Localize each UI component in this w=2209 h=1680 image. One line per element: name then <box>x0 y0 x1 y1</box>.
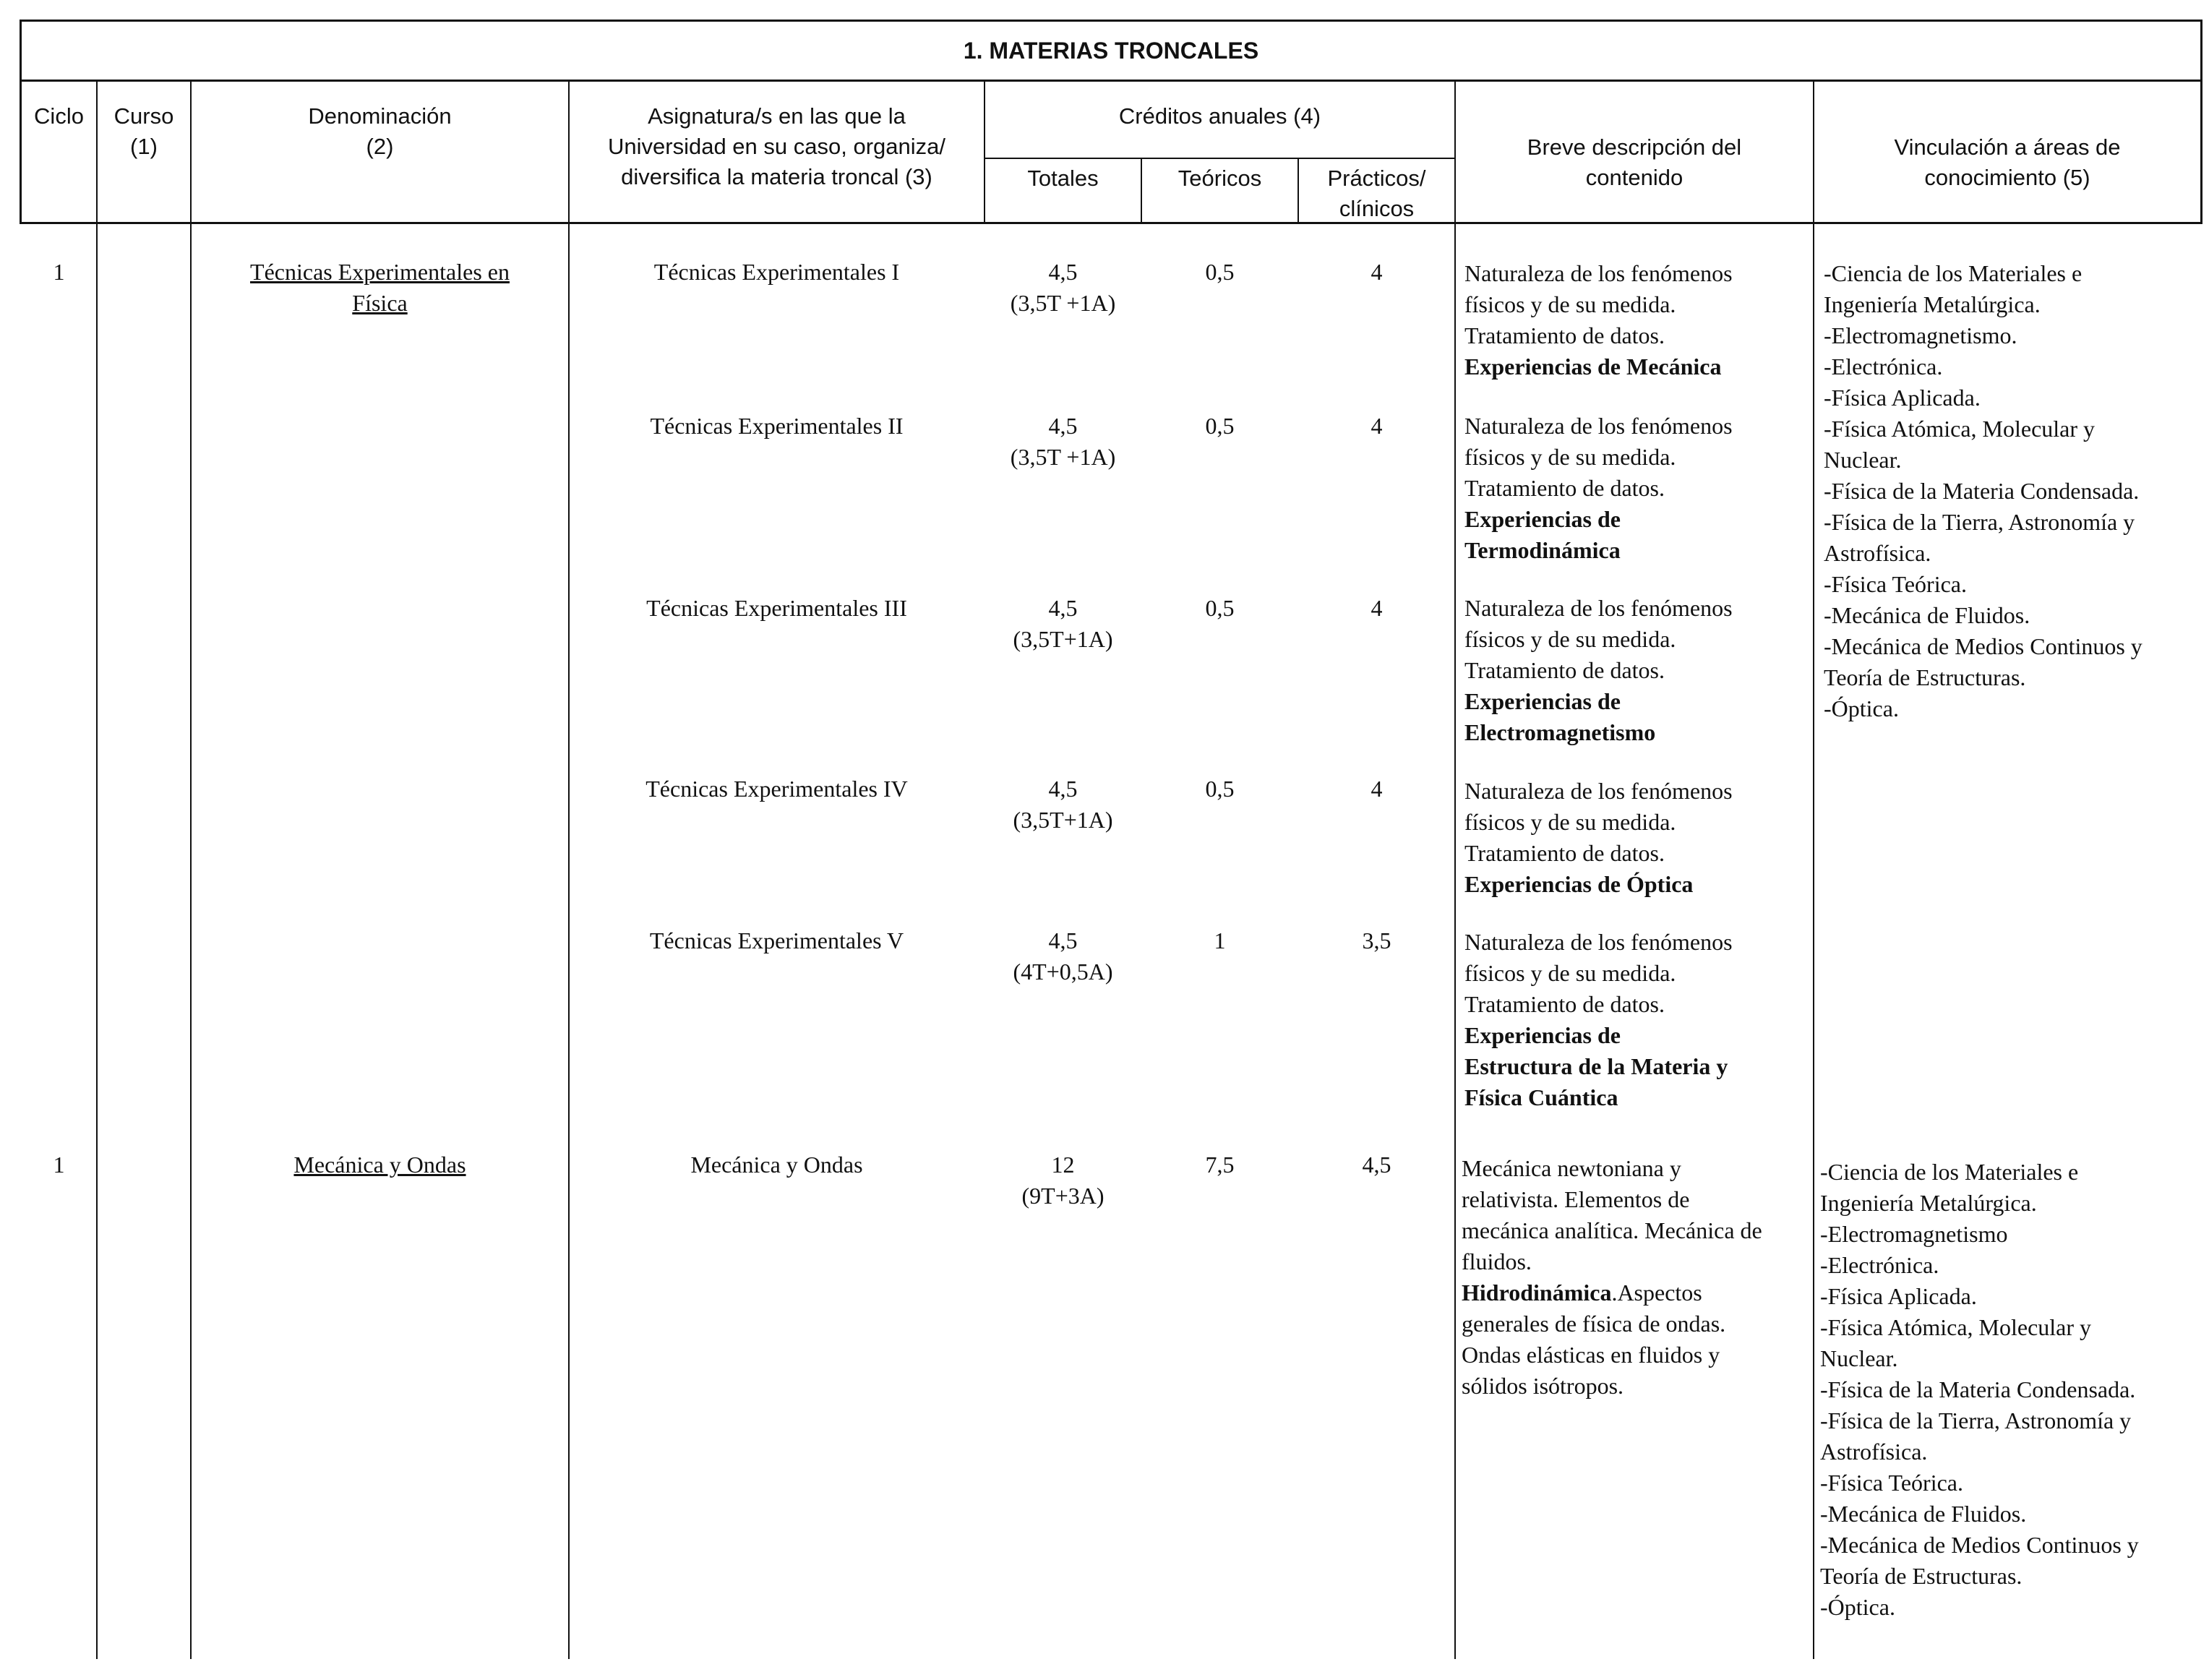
materia-1-vinc-0: -Ciencia de los Materiales e <box>1820 1159 2079 1185</box>
asignatura-1-totales-value: 4,5 <box>1048 413 1078 439</box>
materia-0-vinc-14: -Óptica. <box>1824 695 1899 721</box>
asignatura-3-totales <box>985 773 1141 836</box>
materia-0-vinculacion <box>1824 258 2200 724</box>
asignatura-4-desc <box>1464 927 1811 1113</box>
materia-1-desc-l6: generales de física de ondas. <box>1462 1311 1726 1337</box>
asignatura-0-teoricos: 0,5 <box>1205 259 1235 285</box>
header-asignatura-l1: Asignatura/s en las que la <box>648 103 906 129</box>
asignatura-2-desc <box>1464 593 1811 748</box>
asignatura-2-desc-bold-l1: Experiencias de <box>1464 688 1621 714</box>
table-title: 1. MATERIAS TRONCALES <box>963 37 1259 64</box>
materia-1-desc-l5-rest: .Aspectos <box>1611 1280 1702 1306</box>
asignatura-3-desc <box>1464 776 1811 900</box>
materia-0-vinc-0: -Ciencia de los Materiales e <box>1824 260 2083 286</box>
asignatura-4-desc-l3: Tratamiento de datos. <box>1464 991 1665 1017</box>
asignatura-2-teoricos: 0,5 <box>1205 595 1235 621</box>
materia-1-desc-l2: relativista. Elementos de <box>1462 1186 1690 1212</box>
asignatura-2-totales-value: 4,5 <box>1048 595 1078 621</box>
materia-0-denominacion-l1: Técnicas Experimentales en <box>250 259 510 285</box>
materia-1-ciclo: 1 <box>53 1152 65 1178</box>
header-denominacion <box>192 101 568 162</box>
asignatura-2-desc-l2: físicos y de su medida. <box>1464 626 1676 652</box>
materia-1-vinc-2: -Electromagnetismo <box>1820 1221 2008 1247</box>
materia-1-desc-l8: sólidos isótropos. <box>1462 1373 1624 1399</box>
asignatura-3-nombre: Técnicas Experimentales IV <box>645 776 908 802</box>
materia-1-desc <box>1462 1153 1811 1402</box>
asignatura-1-desc <box>1464 411 1811 566</box>
header-vinculacion-l1: Vinculación a áreas de <box>1894 134 2121 160</box>
materia-1-vinc-13: Teoría de Estructuras. <box>1820 1563 2023 1589</box>
header-denominacion-note: (2) <box>366 134 394 159</box>
asignatura-1-desc-bold-l2: Termodinámica <box>1464 537 1621 563</box>
asignatura-2-nombre: Técnicas Experimentales III <box>646 595 907 621</box>
header-asignatura-l3: diversifica la materia troncal (3) <box>621 164 932 189</box>
asignatura-0-practicos: 4 <box>1371 259 1383 285</box>
header-practicos <box>1299 163 1454 224</box>
materia-1-practicos: 4,5 <box>1362 1152 1391 1178</box>
materia-1-desc-l3: mecánica analítica. Mecánica de <box>1462 1217 1762 1243</box>
materia-0-vinc-10: -Física Teórica. <box>1824 571 1967 597</box>
header-asignatura <box>570 101 984 192</box>
materia-0-vinc-8: -Física de la Tierra, Astronomía y <box>1824 509 2135 535</box>
materia-0-vinc-3: -Electrónica. <box>1824 353 1943 380</box>
materia-1-desc-l1: Mecánica newtoniana y <box>1462 1155 1681 1181</box>
materia-1-vinculacion <box>1820 1157 2200 1623</box>
asignatura-4-totales <box>985 925 1141 987</box>
header-teoricos <box>1142 163 1297 194</box>
asignatura-0-desc-l2: físicos y de su medida. <box>1464 291 1676 317</box>
materia-0-vinc-12: -Mecánica de Medios Continuos y <box>1824 633 2142 659</box>
asignatura-0-desc <box>1464 258 1811 382</box>
materia-1-vinc-7: -Física de la Materia Condensada. <box>1820 1376 2136 1402</box>
materia-0-vinc-11: -Mecánica de Fluidos. <box>1824 602 2030 628</box>
asignatura-0-desc-l3: Tratamiento de datos. <box>1464 322 1665 348</box>
materia-1-totales-value: 12 <box>1051 1152 1075 1178</box>
header-breve <box>1456 132 1813 193</box>
materia-0-denominacion-l2: Física <box>352 290 408 316</box>
header-totales <box>985 163 1141 194</box>
asignatura-3-desc-l1: Naturaleza de los fenómenos <box>1464 778 1733 804</box>
asignatura-1-desc-l1: Naturaleza de los fenómenos <box>1464 413 1733 439</box>
rule-title-bottom <box>20 80 2202 82</box>
materia-1-desc-l7: Ondas elásticas en fluidos y <box>1462 1342 1720 1368</box>
asignatura-4-teoricos: 1 <box>1214 927 1226 953</box>
asignatura-4-nombre: Técnicas Experimentales V <box>649 927 904 953</box>
asignatura-0-totales-detalle: (3,5T +1A) <box>1010 290 1116 316</box>
materia-1-vinc-5: -Física Atómica, Molecular y <box>1820 1314 2092 1340</box>
materia-0-vinc-7: -Física de la Materia Condensada. <box>1824 478 2140 504</box>
asignatura-1-nombre: Técnicas Experimentales II <box>650 413 904 439</box>
asignatura-3-totales-detalle: (3,5T+1A) <box>1013 807 1113 833</box>
materia-0-vinc-4: -Física Aplicada. <box>1824 385 1981 411</box>
materia-1-vinc-9: Astrofísica. <box>1820 1439 1928 1465</box>
asignatura-4-desc-bold-l1: Experiencias de <box>1464 1022 1621 1048</box>
header-ciclo <box>22 101 96 132</box>
asignatura-4-desc-l2: físicos y de su medida. <box>1464 960 1676 986</box>
materia-1-vinc-8: -Física de la Tierra, Astronomía y <box>1820 1407 2132 1433</box>
asignatura-0-desc-l1: Naturaleza de los fenómenos <box>1464 260 1733 286</box>
asignatura-1-teoricos: 0,5 <box>1205 413 1235 439</box>
rule-header-bottom <box>20 222 2202 224</box>
header-asignatura-l2: Universidad en su caso, organiza/ <box>608 134 945 159</box>
materia-1-totales-detalle: (9T+3A) <box>1021 1183 1104 1209</box>
asignatura-3-desc-l3: Tratamiento de datos. <box>1464 840 1665 866</box>
asignatura-3-totales-value: 4,5 <box>1048 776 1078 802</box>
materia-1-vinc-6: Nuclear. <box>1820 1345 1898 1371</box>
asignatura-4-practicos: 3,5 <box>1362 927 1391 953</box>
col-rule-denominacion <box>568 80 570 1659</box>
asignatura-3-desc-l2: físicos y de su medida. <box>1464 809 1676 835</box>
materia-0-vinc-9: Astrofísica. <box>1824 540 1931 566</box>
asignatura-1-desc-l3: Tratamiento de datos. <box>1464 475 1665 501</box>
header-practicos-l2: clínicos <box>1339 196 1415 221</box>
asignatura-0-totales-value: 4,5 <box>1048 259 1078 285</box>
asignatura-4-totales-detalle: (4T+0,5A) <box>1013 959 1113 985</box>
header-curso-note: (1) <box>130 134 158 159</box>
asignatura-2-desc-l1: Naturaleza de los fenómenos <box>1464 595 1733 621</box>
header-creditos-label: Créditos anuales (4) <box>1118 103 1321 129</box>
header-vinculacion-l2: conocimiento (5) <box>1924 165 2090 190</box>
asignatura-3-teoricos: 0,5 <box>1205 776 1235 802</box>
materia-1-denominacion: Mecánica y Ondas <box>293 1152 466 1178</box>
header-practicos-l1: Prácticos/ <box>1327 166 1426 191</box>
asignatura-4-desc-bold-l2: Estructura de la Materia y <box>1464 1053 1728 1079</box>
asignatura-0-nombre: Técnicas Experimentales I <box>653 259 900 285</box>
header-ciclo-label: Ciclo <box>34 103 84 129</box>
header-denominacion-label: Denominación <box>308 103 452 129</box>
materia-1-vinc-11: -Mecánica de Fluidos. <box>1820 1501 2027 1527</box>
col-rule-ciclo <box>96 80 98 1659</box>
asignatura-1-totales <box>985 411 1141 473</box>
materia-0-vinc-13: Teoría de Estructuras. <box>1824 664 2026 690</box>
materia-0-vinc-5: -Física Atómica, Molecular y <box>1824 416 2096 442</box>
materia-1-vinc-3: -Electrónica. <box>1820 1252 1939 1278</box>
header-curso-label: Curso <box>113 103 174 129</box>
col-rule-breve <box>1813 80 1814 1659</box>
asignatura-2-desc-bold-l2: Electromagnetismo <box>1464 719 1656 745</box>
asignatura-4-totales-value: 4,5 <box>1048 927 1078 953</box>
materia-1-vinc-14: -Óptica. <box>1820 1594 1895 1620</box>
rule-creditos-sub <box>984 158 1456 159</box>
materia-0-vinc-2: -Electromagnetismo. <box>1824 322 2017 348</box>
asignatura-1-desc-l2: físicos y de su medida. <box>1464 444 1676 470</box>
header-creditos <box>985 101 1454 132</box>
materia-1-desc-l5 <box>1462 1277 1811 1308</box>
asignatura-3-desc-bold-l1: Experiencias de Óptica <box>1464 871 1694 897</box>
materia-1-asignatura-nombre: Mecánica y Ondas <box>690 1152 863 1178</box>
asignatura-1-practicos: 4 <box>1371 413 1383 439</box>
materia-1-vinc-10: -Física Teórica. <box>1820 1470 1963 1496</box>
materia-0-vinc-1: Ingeniería Metalúrgica. <box>1824 291 2041 317</box>
asignatura-0-desc-bold-l1: Experiencias de Mecánica <box>1464 353 1722 380</box>
materia-1-vinc-12: -Mecánica de Medios Continuos y <box>1820 1532 2139 1558</box>
asignatura-0-totales <box>985 257 1141 319</box>
asignatura-1-totales-detalle: (3,5T +1A) <box>1010 444 1116 470</box>
header-breve-l2: contenido <box>1585 165 1683 190</box>
asignatura-2-totales-detalle: (3,5T+1A) <box>1013 626 1113 652</box>
materia-1-desc-bold: Hidrodinámica <box>1462 1280 1612 1306</box>
asignatura-3-practicos: 4 <box>1371 776 1383 802</box>
header-curso <box>98 101 190 162</box>
header-vinculacion <box>1814 132 2200 193</box>
header-totales-label: Totales <box>1027 166 1099 191</box>
materia-1-teoricos: 7,5 <box>1205 1152 1235 1178</box>
materia-0-vinc-6: Nuclear. <box>1824 447 1902 473</box>
asignatura-2-desc-l3: Tratamiento de datos. <box>1464 657 1665 683</box>
header-teoricos-label: Teóricos <box>1178 166 1262 191</box>
materia-0-denominacion <box>192 257 568 319</box>
materia-0-ciclo: 1 <box>53 259 65 285</box>
materia-1-vinc-4: -Física Aplicada. <box>1820 1283 1977 1309</box>
header-breve-l1: Breve descripción del <box>1527 134 1742 160</box>
asignatura-2-totales <box>985 593 1141 655</box>
asignatura-4-desc-l1: Naturaleza de los fenómenos <box>1464 929 1733 955</box>
col-rule-creditos <box>1454 80 1456 1659</box>
asignatura-4-desc-bold-l3: Física Cuántica <box>1464 1084 1618 1110</box>
asignatura-1-desc-bold-l1: Experiencias de <box>1464 506 1621 532</box>
materia-1-vinc-1: Ingeniería Metalúrgica. <box>1820 1190 2037 1216</box>
materia-1-desc-l4: fluidos. <box>1462 1248 1532 1274</box>
asignatura-2-practicos: 4 <box>1371 595 1383 621</box>
materia-1-totales <box>985 1149 1141 1212</box>
